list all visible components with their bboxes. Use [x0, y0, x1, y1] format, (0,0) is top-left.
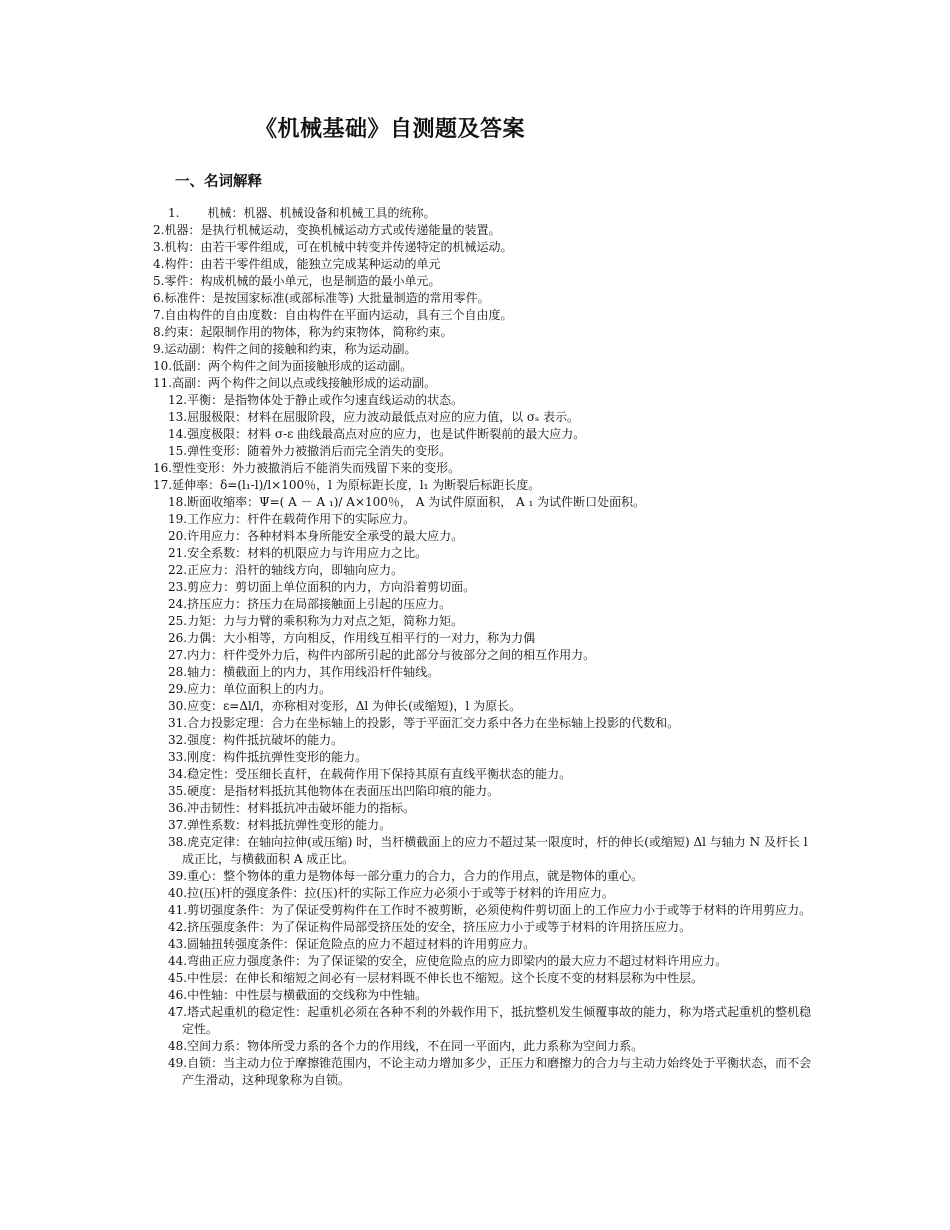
item-definition: 机械：机器、机械设备和机械工具的统称。 — [207, 206, 436, 220]
item-number: 12. — [168, 393, 188, 407]
item-number: 10. — [153, 359, 173, 373]
list-item — [168, 511, 813, 528]
list-item — [168, 409, 818, 426]
item-number: 47. — [168, 1005, 188, 1019]
item-number: 30. — [168, 699, 188, 713]
item-definition: 正应力：沿杆的轴线方向，即轴向应力。 — [187, 563, 404, 577]
item-number: 36. — [168, 801, 188, 815]
list-item — [168, 902, 813, 919]
item-number: 17. — [153, 478, 173, 492]
list-item — [153, 222, 818, 239]
list-item — [168, 392, 818, 409]
list-item — [168, 715, 813, 732]
list-item — [153, 239, 818, 256]
item-definition: 中性层：在伸长和缩短之间必有一层材料既不伸长也不缩短。这个长度不变的材料层称为中性层。 — [187, 971, 704, 985]
item-number: 33. — [168, 750, 188, 764]
list-item — [168, 1004, 813, 1038]
list-item — [153, 460, 818, 477]
list-item — [153, 324, 818, 341]
item-definition: 屈服极限：材料在屈服阶段，应力波动最低点对应的应力值，以 σₛ 表示。 — [187, 410, 579, 424]
item-number: 40. — [168, 886, 188, 900]
item-definition: 轴力：横截面上的内力，其作用线沿杆件轴线。 — [187, 665, 440, 679]
item-number: 14. — [168, 427, 188, 441]
item-number: 29. — [168, 682, 188, 696]
item-definition: 运动副：构件之间的接触和约束，称为运动副。 — [164, 342, 417, 356]
item-number: 15. — [168, 444, 188, 458]
item-definition: 重心：整个物体的重力是物体每一部分重力的合力，合力的作用点，就是物体的重心。 — [187, 869, 644, 883]
list-item — [168, 698, 813, 715]
item-number: 23. — [168, 580, 188, 594]
item-definition: 塔式起重机的稳定性：起重机必须在各种不利的外载作用下，抵抗整机发生倾覆事故的能力，称为塔式起重机的整机稳定性。 — [182, 1005, 812, 1036]
item-definition: 零件：构成机械的最小单元，也是制造的最小单元。 — [164, 274, 441, 288]
item-number: 6. — [153, 291, 165, 305]
item-number: 35. — [168, 784, 188, 798]
item-definition: 空间力系：物体所受力系的各个力的作用线，不在同一平面内，此力系称为空间力系。 — [187, 1039, 644, 1053]
item-definition: 挤压强度条件：为了保证构件局部受挤压处的安全，挤压应力小于或等于材料的许用挤压应力。 — [187, 920, 692, 934]
item-number: 26. — [168, 631, 188, 645]
item-number: 24. — [168, 597, 188, 611]
list-item — [153, 375, 818, 392]
item-number: 34. — [168, 767, 188, 781]
item-definition: 内力：杆件受外力后，构件内部所引起的此部分与彼部分之间的相互作用力。 — [187, 648, 596, 662]
list-item — [168, 868, 813, 885]
list-item — [168, 494, 813, 511]
item-number: 42. — [168, 920, 188, 934]
item-definition: 构件：由若干零件组成，能独立完成某种运动的单元 — [164, 257, 441, 271]
item-number: 49. — [168, 1056, 188, 1070]
item-number: 46. — [168, 988, 188, 1002]
list-item — [168, 579, 813, 596]
list-item — [168, 800, 813, 817]
item-definition: 弹性系数：材料抵抗弹性变形的能力。 — [187, 818, 392, 832]
list-item — [153, 290, 818, 307]
item-number: 16. — [153, 461, 173, 475]
list-item — [168, 664, 813, 681]
list-item — [153, 358, 818, 375]
list-item — [168, 953, 813, 970]
item-definition: 强度：构件抵抗破坏的能力。 — [187, 733, 344, 747]
item-definition: 合力投影定理：合力在坐标轴上的投影，等于平面汇交力系中各力在坐标轴上投影的代数和。 — [187, 716, 680, 730]
list-item — [153, 307, 818, 324]
item-definition: 应力：单位面积上的内力。 — [187, 682, 332, 696]
list-item — [168, 630, 813, 647]
item-number: 1. — [168, 206, 180, 220]
item-definition: 强度极限：材料 σ-ε 曲线最高点对应的应力，也是试件断裂前的最大应力。 — [187, 427, 586, 441]
item-definition: 低副：两个构件之间为面接触形成的运动副。 — [172, 359, 413, 373]
list-item — [168, 596, 813, 613]
document-title: 《机械基础》自测题及答案 — [255, 117, 526, 142]
item-definition: 弯曲正应力强度条件：为了保证梁的安全，应使危险点的应力即梁内的最大应力不超过材料许用应力。 — [187, 954, 728, 968]
list-item — [153, 477, 818, 494]
list-item — [168, 970, 813, 987]
item-definition: 自锁：当主动力位于摩擦锥范围内，不论主动力增加多少，正压力和磨擦力的合力与主动力始终处于平衡状态，而不会产生滑动，这种现象称为自锁。 — [182, 1056, 812, 1087]
item-number: 20. — [168, 529, 188, 543]
item-definition: 约束：起限制作用的物体，称为约束物体，简称约束。 — [164, 325, 453, 339]
item-definition: 剪切强度条件：为了保证受剪构件在工作时不被剪断，必须使构件剪切面上的工作应力小于或等于材料的许用剪应力。 — [187, 903, 812, 917]
item-definition: 工作应力：杆件在载荷作用下的实际应力。 — [187, 512, 416, 526]
item-number: 25. — [168, 614, 188, 628]
item-definition: 塑性变形：外力被撤消后不能消失而残留下来的变形。 — [172, 461, 461, 475]
item-number: 8. — [153, 325, 165, 339]
list-item — [168, 443, 818, 460]
item-number: 18. — [168, 495, 188, 509]
item-number: 39. — [168, 869, 188, 883]
list-item — [168, 987, 813, 1004]
item-number: 32. — [168, 733, 188, 747]
item-definition: 应变：ε=Δl/l，亦称相对变形，Δl 为伸长(或缩短)，l 为原长。 — [187, 699, 522, 713]
list-item — [168, 834, 813, 868]
item-number: 31. — [168, 716, 188, 730]
list-item — [168, 205, 818, 222]
item-number: 19. — [168, 512, 188, 526]
item-number: 37. — [168, 818, 188, 832]
item-definition: 断面收缩率：Ψ=( A － A ₁)/ A×100％， A 为试件原面积， A ₁ 为试件断口处面积。 — [187, 495, 646, 509]
item-number: 28. — [168, 665, 188, 679]
list-item — [168, 732, 813, 749]
list-item — [153, 341, 818, 358]
item-definition: 平衡：是指物体处于静止或作匀速直线运动的状态。 — [187, 393, 464, 407]
list-item — [168, 528, 813, 545]
list-item — [153, 256, 818, 273]
item-definition: 自由构件的自由度数：自由构件在平面内运动，具有三个自由度。 — [164, 308, 513, 322]
list-item — [168, 936, 813, 953]
item-definition: 许用应力：各种材料本身所能安全承受的最大应力。 — [187, 529, 464, 543]
item-definition: 拉(压)杆的强度条件：拉(压)杆的实际工作应力必须小于或等于材料的许用应力。 — [187, 886, 614, 900]
item-definition: 圆轴扭转强度条件：保证危险点的应力不超过材料的许用剪应力。 — [187, 937, 536, 951]
item-number: 5. — [153, 274, 165, 288]
item-number: 45. — [168, 971, 188, 985]
item-definition: 安全系数：材料的机限应力与许用应力之比。 — [187, 546, 428, 560]
item-number: 38. — [168, 835, 188, 849]
item-definition: 冲击韧性：材料抵抗冲击破坏能力的指标。 — [187, 801, 416, 815]
item-number: 48. — [168, 1039, 188, 1053]
section-heading: 一、名词解释 — [175, 174, 262, 190]
item-number: 2. — [153, 223, 165, 237]
item-definition: 高副：两个构件之间以点或线接触形成的运动副。 — [172, 376, 437, 390]
item-definition: 中性轴：中性层与横截面的交线称为中性轴。 — [187, 988, 428, 1002]
list-item — [168, 885, 813, 902]
list-item — [168, 817, 813, 834]
item-number: 21. — [168, 546, 188, 560]
list-item — [168, 1038, 813, 1055]
list-item — [168, 749, 813, 766]
item-number: 27. — [168, 648, 188, 662]
item-definition: 延伸率：δ=(l₁-l)/l×100％，l 为原标距长度，l₁ 为断裂后标距长度。 — [172, 478, 541, 492]
item-number: 4. — [153, 257, 165, 271]
item-definition: 刚度：构件抵抗弹性变形的能力。 — [187, 750, 368, 764]
item-definition: 挤压应力：挤压力在局部接触面上引起的压应力。 — [187, 597, 452, 611]
item-number: 41. — [168, 903, 188, 917]
item-definition: 力矩：力与力臂的乘积称为力对点之矩，简称力矩。 — [187, 614, 464, 628]
item-number: 9. — [153, 342, 165, 356]
list-item — [168, 681, 813, 698]
list-item — [168, 919, 813, 936]
item-definition: 机构：由若干零件组成，可在机械中转变并传递特定的机械运动。 — [164, 240, 513, 254]
list-item — [168, 783, 813, 800]
list-item — [168, 1055, 813, 1089]
list-item — [168, 766, 813, 783]
list-item — [153, 273, 818, 290]
list-item — [168, 562, 813, 579]
list-item — [168, 647, 813, 664]
item-number: 22. — [168, 563, 188, 577]
item-definition: 力偶：大小相等，方向相反，作用线互相平行的一对力，称为力偶 — [187, 631, 536, 645]
item-number: 43. — [168, 937, 188, 951]
definition-list — [0, 205, 950, 1089]
list-item — [168, 613, 813, 630]
item-definition: 标准件：是按国家标准(或部标准等) 大批量制造的常用零件。 — [164, 291, 490, 305]
item-number: 44. — [168, 954, 188, 968]
item-number: 11. — [153, 376, 173, 390]
list-item — [168, 426, 818, 443]
item-number: 7. — [153, 308, 165, 322]
item-definition: 虎克定律：在轴向拉伸(或压缩) 时，当杆横截面上的应力不超过某一限度时，杆的伸长(或缩短) Δl 与轴力 N 及杆长 l 成正比，与横截面积 A 成正比。 — [182, 835, 808, 866]
item-definition: 弹性变形：随着外力被撤消后而完全消失的变形。 — [187, 444, 452, 458]
item-number: 3. — [153, 240, 165, 254]
list-item — [168, 545, 813, 562]
item-definition: 稳定性：受压细长直杆，在载荷作用下保持其原有直线平衡状态的能力。 — [187, 767, 572, 781]
item-number: 13. — [168, 410, 188, 424]
item-definition: 硬度：是指材料抵抗其他物体在表面压出凹陷印痕的能力。 — [187, 784, 500, 798]
item-definition: 机器：是执行机械运动，变换机械运动方式或传递能量的装置。 — [164, 223, 501, 237]
item-definition: 剪应力：剪切面上单位面积的内力，方向沿着剪切面。 — [187, 580, 476, 594]
